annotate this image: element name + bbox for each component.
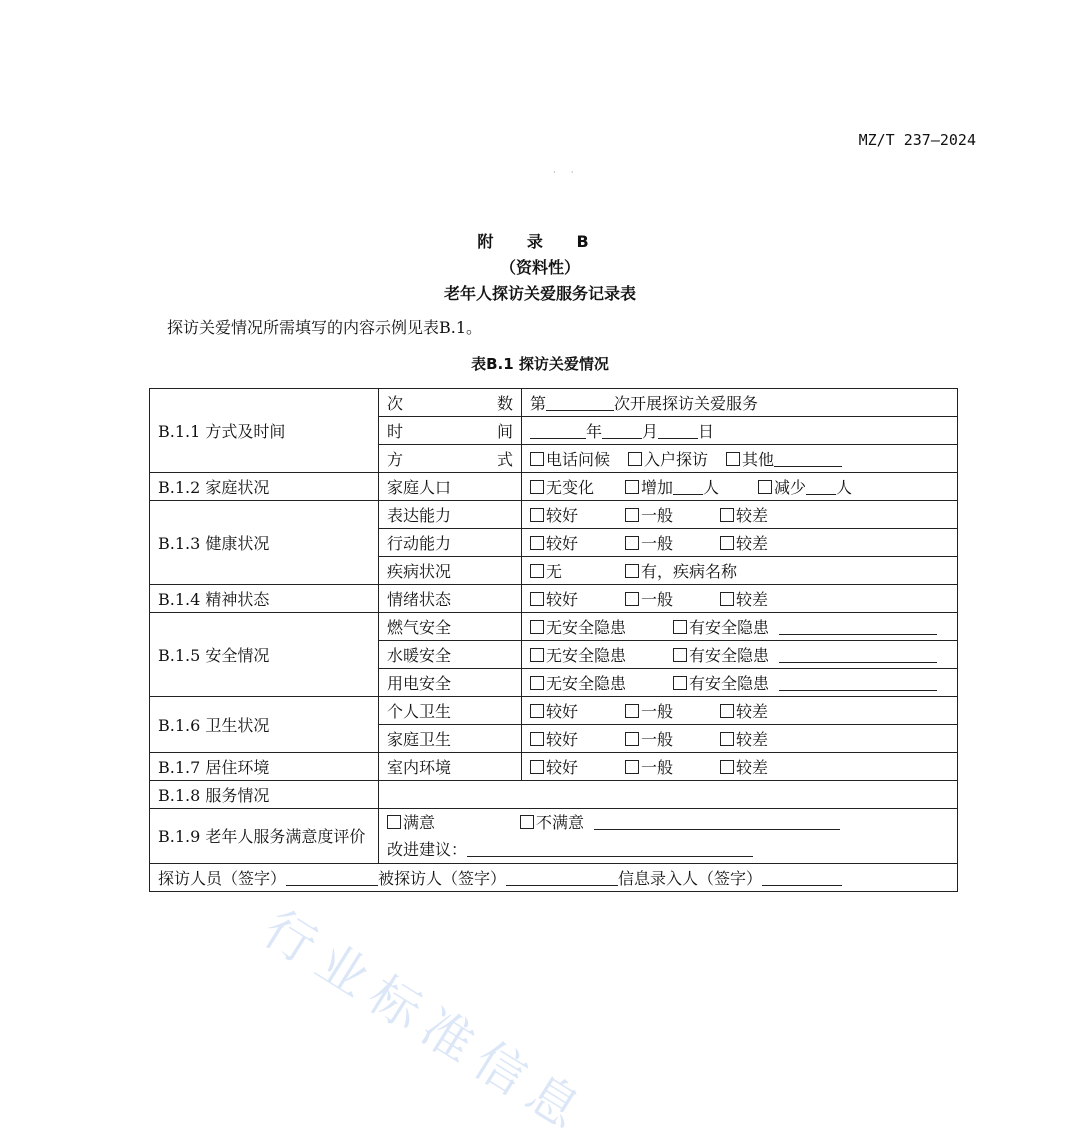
option-label: 无安全隐患 bbox=[546, 618, 627, 637]
text: 年 bbox=[586, 422, 603, 441]
checkbox[interactable] bbox=[726, 452, 740, 466]
option-label: 较好 bbox=[546, 702, 579, 721]
checkbox[interactable] bbox=[673, 648, 687, 662]
checkbox[interactable] bbox=[530, 760, 544, 774]
item-label: 家庭人口 bbox=[379, 473, 522, 501]
visit-count-cell bbox=[522, 389, 958, 417]
item-label: 家庭卫生 bbox=[379, 725, 522, 753]
table-row bbox=[150, 613, 958, 641]
option-label: 无安全隐患 bbox=[546, 646, 627, 665]
table-row bbox=[150, 809, 958, 864]
checkbox[interactable] bbox=[530, 732, 544, 746]
option-label: 较好 bbox=[546, 534, 579, 553]
checkbox[interactable] bbox=[720, 592, 734, 606]
option-label: 较差 bbox=[736, 702, 769, 721]
service-details-area[interactable] bbox=[379, 781, 958, 809]
recorder-signature-field[interactable] bbox=[762, 870, 842, 886]
option-label: 有，疾病名称 bbox=[641, 562, 738, 581]
recorder-signature-label: 信息录入人（签字） bbox=[618, 869, 763, 888]
option-label: 电话问候 bbox=[546, 450, 611, 469]
text: 日 bbox=[698, 422, 715, 441]
item-label: 燃气安全 bbox=[379, 613, 522, 641]
item-label: 表达能力 bbox=[379, 501, 522, 529]
page-dots: · · bbox=[553, 168, 580, 178]
checkbox[interactable] bbox=[625, 536, 639, 550]
option-label: 较好 bbox=[546, 758, 579, 777]
record-table bbox=[149, 388, 958, 892]
item-label: 疾病状况 bbox=[379, 557, 522, 585]
suggestion-field[interactable] bbox=[467, 841, 753, 857]
method-cell bbox=[522, 445, 958, 473]
text: 第 bbox=[530, 394, 547, 413]
visit-count-field[interactable] bbox=[546, 395, 614, 411]
table-row bbox=[150, 781, 958, 809]
item-label: 情绪状态 bbox=[379, 585, 522, 613]
intro-text: 探访关爱情况所需填写的内容示例见表B.1。 bbox=[167, 318, 483, 337]
checkbox[interactable] bbox=[673, 676, 687, 690]
options-cell bbox=[522, 641, 958, 669]
checkbox[interactable] bbox=[720, 508, 734, 522]
checkbox[interactable] bbox=[530, 620, 544, 634]
text: 人 bbox=[836, 478, 853, 497]
form-title: 老年人探访关爱服务记录表 bbox=[443, 284, 636, 303]
options-cell bbox=[522, 697, 958, 725]
option-label: 较差 bbox=[736, 730, 769, 749]
options-cell bbox=[522, 473, 958, 501]
visitor-signature-label: 探访人员（签字） bbox=[158, 869, 287, 888]
dissatisfaction-reason-field[interactable] bbox=[594, 814, 840, 830]
section-label: B.1.3 健康状况 bbox=[150, 501, 379, 585]
appendix-title: 附 录 B bbox=[477, 232, 603, 251]
appendix-nature: （资料性） bbox=[499, 258, 580, 277]
option-label: 无变化 bbox=[546, 478, 595, 497]
option-label: 较好 bbox=[546, 506, 579, 525]
option-label: 较好 bbox=[546, 590, 579, 609]
item-label: 用电安全 bbox=[379, 669, 522, 697]
item-label: 次 数 bbox=[379, 389, 522, 417]
section-label: B.1.1 方式及时间 bbox=[150, 389, 379, 473]
checkbox[interactable] bbox=[720, 760, 734, 774]
table-row bbox=[150, 753, 958, 781]
item-label: 时 间 bbox=[379, 417, 522, 445]
option-label: 一般 bbox=[641, 758, 674, 777]
section-label: B.1.6 卫生状况 bbox=[150, 697, 379, 753]
option-label: 满意 bbox=[403, 813, 436, 832]
visitor-signature-field[interactable] bbox=[286, 870, 378, 886]
checkbox[interactable] bbox=[625, 508, 639, 522]
options-cell bbox=[522, 557, 958, 585]
table-row bbox=[150, 697, 958, 725]
standard-number: MZ/T 237—2024 bbox=[858, 131, 976, 149]
decrease-count-field[interactable] bbox=[806, 479, 836, 495]
date-cell bbox=[522, 417, 958, 445]
section-label: B.1.7 居住环境 bbox=[150, 753, 379, 781]
checkbox[interactable] bbox=[625, 732, 639, 746]
checkbox[interactable] bbox=[520, 815, 534, 829]
section-label: B.1.4 精神状态 bbox=[150, 585, 379, 613]
checkbox[interactable] bbox=[720, 704, 734, 718]
checkbox[interactable] bbox=[625, 592, 639, 606]
visited-signature-label: 被探访人（签字） bbox=[378, 869, 507, 888]
checkbox[interactable] bbox=[625, 564, 639, 578]
text: 次开展探访关爱服务 bbox=[614, 394, 759, 413]
checkbox[interactable] bbox=[530, 480, 544, 494]
table-row bbox=[150, 864, 958, 892]
table-row bbox=[150, 501, 958, 529]
options-cell bbox=[522, 501, 958, 529]
item-label: 行动能力 bbox=[379, 529, 522, 557]
item-label: 个人卫生 bbox=[379, 697, 522, 725]
checkbox[interactable] bbox=[673, 620, 687, 634]
option-label: 无 bbox=[546, 562, 563, 581]
section-label: B.1.5 安全情况 bbox=[150, 613, 379, 697]
option-label: 较差 bbox=[736, 590, 769, 609]
option-label: 一般 bbox=[641, 534, 674, 553]
checkbox[interactable] bbox=[720, 732, 734, 746]
table-caption: 表B.1 探访关爱情况 bbox=[471, 355, 609, 373]
checkbox[interactable] bbox=[625, 760, 639, 774]
item-label: 水暖安全 bbox=[379, 641, 522, 669]
options-cell bbox=[522, 613, 958, 641]
day-field[interactable] bbox=[658, 423, 698, 439]
increase-count-field[interactable] bbox=[673, 479, 703, 495]
option-label: 较好 bbox=[546, 730, 579, 749]
signature-row bbox=[150, 864, 958, 892]
electric-hazard-field[interactable] bbox=[779, 675, 937, 691]
option-label: 入户探访 bbox=[644, 450, 709, 469]
checkbox[interactable] bbox=[530, 452, 544, 466]
options-cell bbox=[522, 529, 958, 557]
option-label: 一般 bbox=[641, 702, 674, 721]
year-field[interactable] bbox=[530, 423, 586, 439]
option-label: 有安全隐患 bbox=[689, 674, 770, 693]
satisfaction-cell bbox=[379, 809, 958, 864]
table-row bbox=[150, 473, 958, 501]
text: 月 bbox=[642, 422, 659, 441]
table-row bbox=[150, 585, 958, 613]
option-label: 减少 bbox=[774, 478, 807, 497]
option-label: 一般 bbox=[641, 590, 674, 609]
checkbox[interactable] bbox=[530, 676, 544, 690]
checkbox[interactable] bbox=[530, 564, 544, 578]
option-label: 有安全隐患 bbox=[689, 646, 770, 665]
option-label: 有安全隐患 bbox=[689, 618, 770, 637]
table-row bbox=[150, 389, 958, 417]
checkbox[interactable] bbox=[720, 536, 734, 550]
option-label: 一般 bbox=[641, 506, 674, 525]
gas-hazard-field[interactable] bbox=[779, 619, 937, 635]
checkbox[interactable] bbox=[530, 592, 544, 606]
options-cell bbox=[522, 669, 958, 697]
text: 人 bbox=[703, 478, 720, 497]
checkbox[interactable] bbox=[628, 452, 642, 466]
option-label: 增加 bbox=[641, 478, 674, 497]
checkbox[interactable] bbox=[530, 704, 544, 718]
checkbox[interactable] bbox=[530, 508, 544, 522]
options-cell bbox=[522, 753, 958, 781]
other-method-field[interactable] bbox=[774, 451, 842, 467]
checkbox[interactable] bbox=[758, 480, 772, 494]
option-label: 较差 bbox=[736, 534, 769, 553]
checkbox[interactable] bbox=[625, 480, 639, 494]
section-label: B.1.2 家庭状况 bbox=[150, 473, 379, 501]
section-label: B.1.8 服务情况 bbox=[150, 781, 379, 809]
suggestion-label: 改进建议： bbox=[387, 840, 468, 859]
option-label: 一般 bbox=[641, 730, 674, 749]
checkbox[interactable] bbox=[387, 815, 401, 829]
visited-signature-field[interactable] bbox=[506, 870, 618, 886]
watermark: 行业标准信息 bbox=[253, 899, 600, 1146]
option-label: 其他 bbox=[742, 450, 775, 469]
section-label: B.1.9 老年人服务满意度评价 bbox=[150, 809, 379, 864]
checkbox[interactable] bbox=[530, 536, 544, 550]
checkbox[interactable] bbox=[625, 704, 639, 718]
option-label: 较差 bbox=[736, 506, 769, 525]
heating-hazard-field[interactable] bbox=[779, 647, 937, 663]
option-label: 无安全隐患 bbox=[546, 674, 627, 693]
item-label: 方 式 bbox=[379, 445, 522, 473]
options-cell bbox=[522, 585, 958, 613]
option-label: 较差 bbox=[736, 758, 769, 777]
checkbox[interactable] bbox=[530, 648, 544, 662]
option-label: 不满意 bbox=[536, 813, 585, 832]
options-cell bbox=[522, 725, 958, 753]
item-label: 室内环境 bbox=[379, 753, 522, 781]
month-field[interactable] bbox=[602, 423, 642, 439]
